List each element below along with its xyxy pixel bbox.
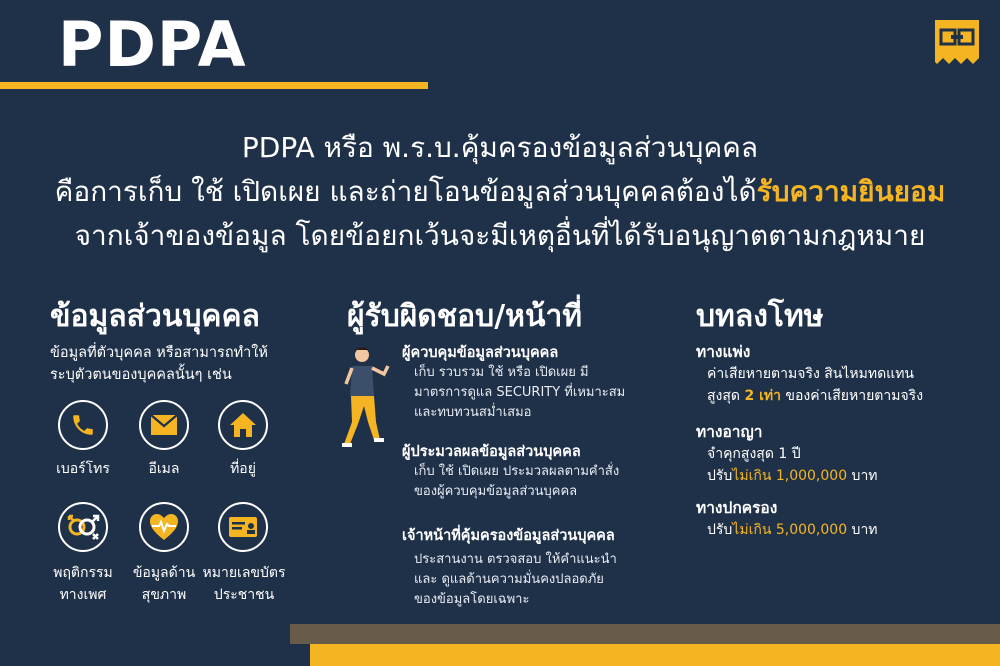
penalty-civil	[696, 341, 986, 407]
sexual-behavior-label-line-2: ทางเพศ	[59, 587, 107, 603]
title-underline	[0, 82, 428, 89]
id-card-icon	[218, 502, 268, 552]
penalty-civil-line-2	[696, 385, 986, 407]
role-processor-desc-1: เก็บ ใช้ เปิดเผย ประมวลผลตามคำสั่ง	[414, 464, 620, 479]
penalty-admin-line-1-post: บาท	[847, 522, 878, 538]
penalty-admin-line-1	[696, 519, 986, 541]
penalty-admin-title: ทางปกครอง	[696, 499, 778, 517]
intro-line-2	[0, 170, 1000, 214]
sexual-behavior-label	[38, 562, 128, 606]
home-icon	[218, 400, 268, 450]
footer-bar-grey	[290, 624, 1000, 644]
personal-desc-line-1: ข้อมูลที่ตัวบุคคล หรือสามารถทำให้	[50, 345, 268, 361]
role-dpo-title: เจ้าหน้าที่คุ้มครองข้อมูลส่วนบุคคล	[402, 528, 615, 544]
role-controller-title: ผู้ควบคุมข้อมูลส่วนบุคคล	[402, 345, 559, 361]
intro-line-1: PDPA หรือ พ.ร.บ.คุ้มครองข้อมูลส่วนบุคคล	[241, 131, 759, 164]
personal-data-heading: ข้อมูลส่วนบุคคล	[50, 299, 260, 334]
phone-icon	[58, 400, 108, 450]
penalty-criminal-line-1: จำคุกสูงสุด 1 ปี	[707, 446, 801, 462]
id-card-label	[198, 562, 290, 606]
health-heart-icon	[139, 502, 189, 552]
penalty-civil-line-2-pre: สูงสุด	[707, 388, 745, 404]
penalty-civil-line-1: ค่าเสียหายตามจริง สินไหมทดแทน	[707, 366, 914, 382]
penalty-criminal-fine: ไม่เกิน 1,000,000	[732, 468, 848, 484]
penalty-civil-multiplier: 2 เท่า	[744, 388, 781, 404]
phone-label: เบอร์โทร	[56, 461, 110, 477]
health-label	[119, 562, 209, 606]
id-card-label-line-2: ประชาชน	[213, 587, 275, 603]
address-label: ที่อยู่	[230, 461, 256, 477]
role-controller-desc-3: และทบทวนสม่ำเสมอ	[414, 405, 532, 420]
personal-data-description	[50, 342, 268, 386]
role-controller-desc-2: มาตรการดูแล SECURITY ที่เหมาะสม	[414, 385, 626, 400]
role-processor-desc-2: ของผู้ควบคุมข้อมูลส่วนบุคคล	[414, 484, 578, 499]
intro-text	[0, 126, 1000, 258]
penalty-criminal-line-2-post: บาท	[847, 468, 878, 484]
role-processor-title: ผู้ประมวลผลข้อมูลส่วนบุคคล	[402, 444, 581, 460]
health-label-line-1: ข้อมูลด้าน	[132, 565, 196, 581]
penalty-criminal-title: ทางอาญา	[696, 423, 763, 441]
intro-line-3: จากเจ้าของข้อมูล โดยข้อยกเว้นจะมีเหตุอื่นที่ได้รับอนุญาตตามกฎหมาย	[74, 219, 926, 252]
person-illustration	[338, 344, 394, 450]
roles-heading: ผู้รับผิดชอบ/หน้าที่	[347, 299, 583, 334]
role-dpo	[402, 526, 652, 610]
role-dpo-desc-3: ของข้อมูลโดยเฉพาะ	[414, 592, 530, 607]
mail-icon	[139, 400, 189, 450]
role-controller-desc-1: เก็บ รวบรวม ใช้ หรือ เปิดเผย มี	[414, 365, 589, 380]
penalty-criminal-line-2	[696, 465, 986, 487]
consent-highlight: รับความยินยอม	[756, 175, 946, 208]
penalty-civil-title: ทางแพ่ง	[696, 343, 751, 361]
personal-desc-line-2: ระบุตัวตนของบุคคลนั้นๆ เช่น	[50, 367, 232, 383]
role-controller	[402, 343, 642, 423]
role-dpo-desc-2: และ ดูแลด้านความมั่นคงปลอดภัย	[414, 572, 604, 587]
page-title: PDPA	[58, 8, 247, 81]
role-processor	[402, 442, 642, 502]
penalty-heading: บทลงโทษ	[696, 299, 824, 334]
sexual-behavior-label-line-1: พฤติกรรม	[53, 565, 113, 581]
penalty-criminal-line-2-pre: ปรับ	[707, 468, 733, 484]
id-card-label-line-1: หมายเลขบัตร	[202, 565, 286, 581]
health-label-line-2: สุขภาพ	[141, 587, 187, 603]
penalty-admin-fine: ไม่เกิน 5,000,000	[732, 522, 848, 538]
penalty-criminal	[696, 421, 986, 487]
mail-label: อีเมล	[148, 461, 180, 477]
role-dpo-desc-1: ประสานงาน ตรวจสอบ ให้คำแนะนำ	[414, 552, 617, 567]
gender-icon	[58, 502, 108, 552]
penalty-civil-line-2-post: ของค่าเสียหายตามจริง	[780, 388, 924, 404]
brand-logo-icon	[933, 18, 981, 66]
penalty-admin	[696, 497, 986, 541]
footer-bar-gold	[310, 644, 1000, 666]
intro-line-2-text: คือการเก็บ ใช้ เปิดเผย และถ่ายโอนข้อมูลส่วนบุคคลต้องได้	[54, 175, 757, 208]
penalty-admin-line-1-pre: ปรับ	[707, 522, 733, 538]
